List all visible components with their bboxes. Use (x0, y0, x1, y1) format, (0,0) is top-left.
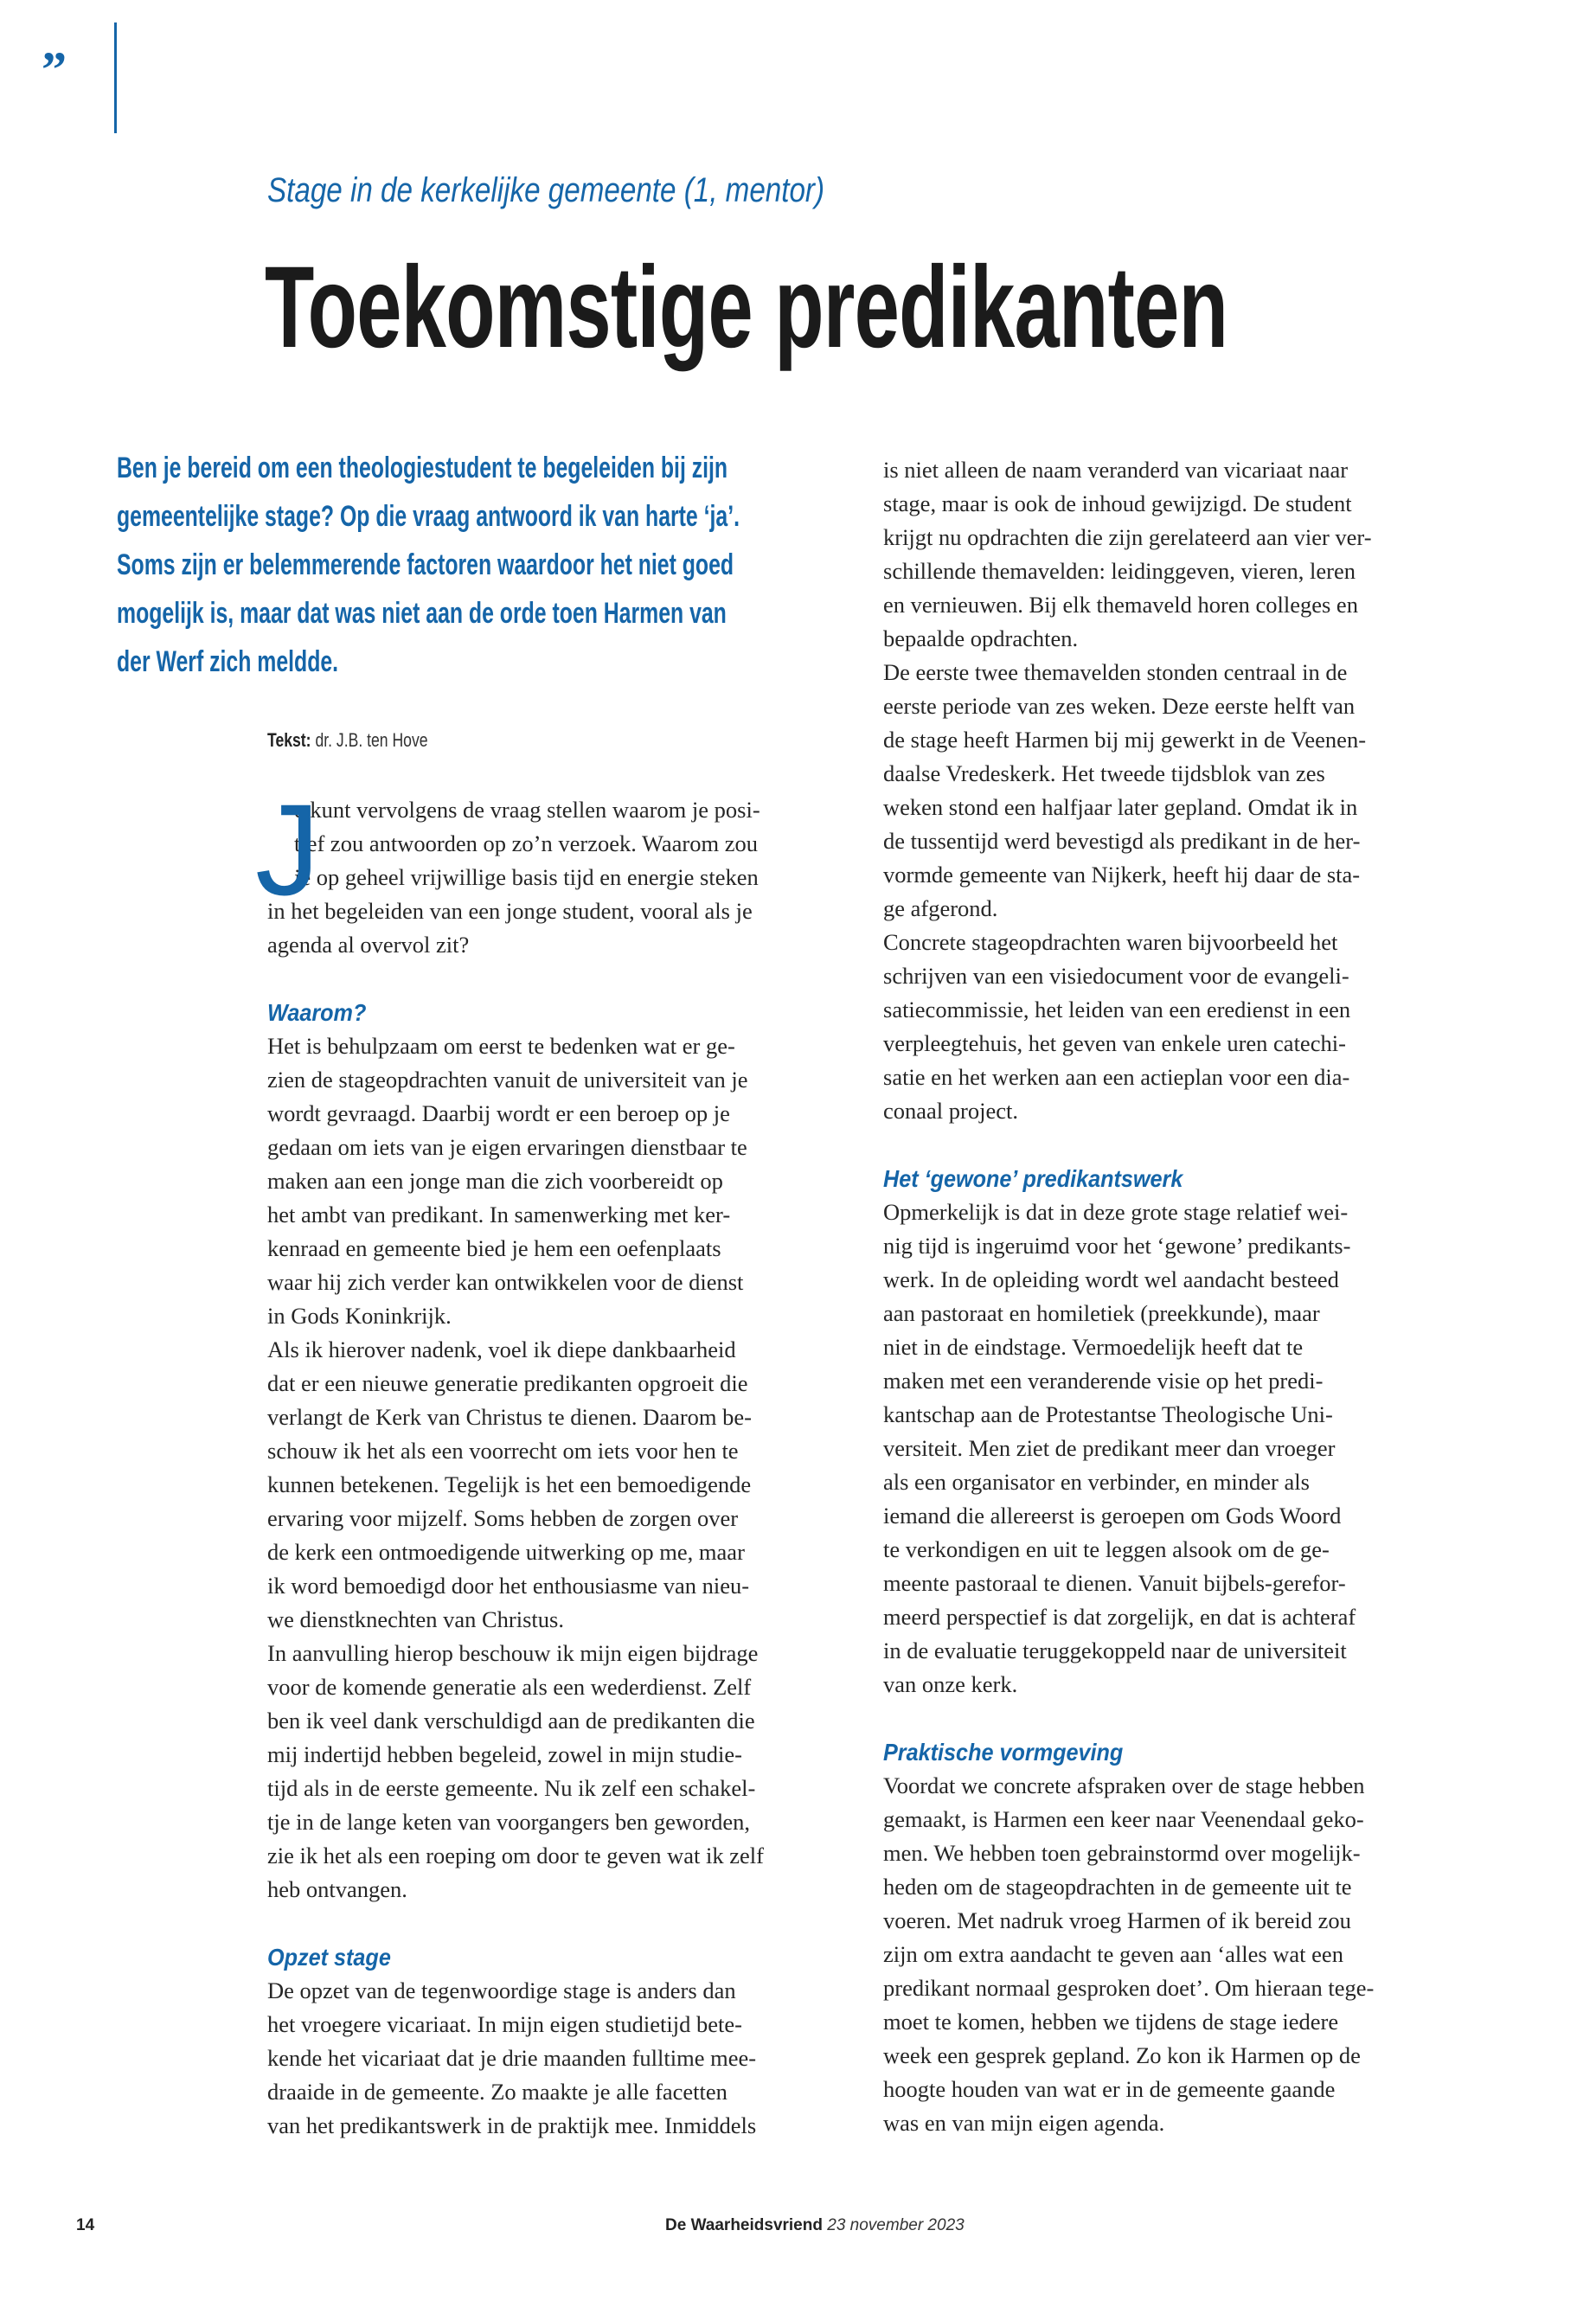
paragraph (267, 1333, 856, 1637)
text-line: Concrete stageopdrachten waren bijvoorbeeld het (883, 929, 1338, 955)
text-line: werk. In de opleiding wordt wel aandacht besteed (883, 1266, 1339, 1292)
article-title: Toekomstige predikanten (265, 243, 1228, 372)
text-line: kenraad en gemeente bied je hem een oefenplaats (267, 1235, 721, 1261)
text-line: aan pastoraat en homiletiek (preekkunde), maar (883, 1300, 1320, 1326)
section-heading: Praktische vormgeving (883, 1739, 1124, 1766)
text-line: in Gods Koninkrijk. (267, 1303, 452, 1329)
text-line: is niet alleen de naam veranderd van vicariaat naar (883, 457, 1349, 483)
article-kicker: Stage in de kerkelijke gemeente (1, mentor) (267, 171, 825, 209)
text-line: de tussentijd werd bevestigd als predikant in de her- (883, 828, 1361, 854)
text-line: Opmerkelijk is dat in deze grote stage relatief wei- (883, 1199, 1349, 1225)
text-line: week een gesprek gepland. Zo kon ik Harmen op de (883, 2042, 1361, 2068)
byline (267, 729, 428, 752)
text-line: heb ontvangen. (267, 1876, 407, 1902)
text-line: tje in de lange keten van voorgangers ben geworden, (267, 1809, 751, 1835)
text-line: conaal project. (883, 1098, 1018, 1124)
text-line: te verkondigen en uit te leggen alsook om de ge- (883, 1536, 1330, 1562)
text-line: de stage heeft Harmen bij mij gewerkt in de Veenen- (883, 727, 1367, 753)
text-line: Als ik hierover nadenk, voel ik diepe dankbaarheid (267, 1336, 736, 1362)
text-line: van het predikantswerk in de praktijk mee. Inmiddels (267, 2112, 757, 2138)
left-column (255, 777, 856, 2143)
text-line: maken met een veranderende visie op het predi- (883, 1368, 1324, 1394)
publication-date: 23 november 2023 (827, 2216, 965, 2234)
text-line: versiteit. Men ziet de predikant meer dan vroeger (883, 1435, 1336, 1461)
text-line: daalse Vredeskerk. Het tweede tijdsblok van zes (883, 760, 1325, 786)
text-line: ik word bemoedigd door het enthousiasme van nieu- (267, 1573, 750, 1599)
section-heading: Het ‘gewone’ predikantswerk (883, 1165, 1183, 1192)
intro-line: Ben je bereid om een theologiestudent te begeleiden bij zijn (117, 452, 728, 484)
text-line: tief zou antwoorden op zo’n verzoek. Waarom zou (294, 830, 759, 856)
text-line: draaide in de gemeente. Zo maakte je alle facetten (267, 2079, 727, 2105)
text-line: waar hij zich verder kan ontwikkelen voor de dienst (267, 1269, 744, 1295)
publication-name: De Waarheidsvriend (665, 2216, 823, 2234)
byline-label: Tekst: (267, 729, 311, 751)
text-line: en vernieuwen. Bij elk themaveld horen colleges en (883, 592, 1358, 618)
text-line: satie en het werken aan een actieplan voor een dia- (883, 1064, 1350, 1090)
text-line: zien de stageopdrachten vanuit de universiteit van je (267, 1067, 748, 1093)
text-line: verpleegtehuis, het geven van enkele uren catechi- (883, 1030, 1346, 1056)
intro-line: mogelijk is, maar dat was niet aan de orde toen Harmen van (117, 597, 727, 630)
text-line: van onze kerk. (883, 1671, 1018, 1697)
text-line: stage, maar is ook de inhoud gewijzigd. De student (883, 490, 1352, 516)
text-line: als een organisator en verbinder, en minder als (883, 1469, 1310, 1495)
text-line: zijn om extra aandacht te geven aan ‘alles wat een (883, 1941, 1343, 1967)
text-line: men. We hebben toen gebrainstormd over mogelijk- (883, 1840, 1361, 1866)
text-line: je op geheel vrijwillige basis tijd en energie steken (294, 864, 759, 890)
text-line: mij indertijd hebben begeleid, zowel in mijn studie- (267, 1741, 743, 1767)
text-line: voor de komende generatie als een wederdienst. Zelf (267, 1674, 752, 1700)
text-line: schrijven van een visiedocument voor de evangeli- (883, 963, 1349, 989)
text-line: eerste periode van zes weken. Deze eerste helft van (883, 693, 1356, 719)
text-line: ben ik veel dank verschuldigd aan de predikanten die (267, 1708, 755, 1734)
text-line: hoogte houden van wat er in de gemeente gaande (883, 2076, 1336, 2102)
text-line: niet in de eindstage. Vermoedelijk heeft dat te (883, 1334, 1304, 1360)
text-line: we dienstknechten van Christus. (267, 1606, 564, 1632)
text-line: schouw ik het als een voorrecht om iets voor hen te (267, 1438, 739, 1464)
text-line: Voordat we concrete afspraken over de stage hebben (883, 1772, 1365, 1798)
text-line: heden om de stageopdrachten in de gemeente uit te (883, 1874, 1352, 1900)
text-line: De opzet van de tegenwoordige stage is anders dan (267, 1977, 736, 2003)
text-line: verlangt de Kerk van Christus te dienen. Daarom be- (267, 1404, 752, 1430)
intro-line: der Werf zich meldde. (117, 645, 339, 678)
text-line: maken aan een jonge man die zich voorbereidt op (267, 1168, 723, 1194)
byline-author: dr. J.B. ten Hove (315, 729, 428, 751)
text-line: weken stond een halfjaar later gepland. Omdat ik in (883, 794, 1358, 820)
paragraph (883, 453, 1471, 656)
text-line: ervaring voor mijzelf. Soms hebben de zorgen over (267, 1505, 739, 1531)
paragraph (883, 656, 1471, 926)
text-line: iemand die allereerst is geroepen om Gods Woord (883, 1503, 1342, 1529)
section-divider (114, 22, 117, 133)
paragraph (267, 793, 856, 962)
footer-publication (665, 2216, 965, 2235)
text-line: moet te komen, hebben we tijdens de stage iedere (883, 2009, 1339, 2035)
text-line: vormde gemeente van Nijkerk, heeft hij daar de sta- (883, 862, 1361, 888)
paragraph (883, 1769, 1471, 2140)
text-line: meente pastoraal te dienen. Vanuit bijbels-gerefor- (883, 1570, 1346, 1596)
text-line: gedaan om iets van je eigen ervaringen dienstbaar te (267, 1134, 747, 1160)
text-line: de kerk een ontmoedigende uitwerking op me, maar (267, 1539, 745, 1565)
text-line: agenda al overvol zit? (267, 932, 470, 958)
paragraph (267, 1974, 856, 2143)
text-line: bepaalde opdrachten. (883, 625, 1079, 651)
text-line: wordt gevraagd. Daarbij wordt er een beroep op je (267, 1100, 730, 1126)
text-line: tijd als in de eerste gemeente. Nu ik zelf een schakel- (267, 1775, 756, 1801)
text-line: in het begeleiden van een jonge student, vooral als je (267, 898, 753, 924)
text-line: kunnen betekenen. Tegelijk is het een bemoedigende (267, 1471, 752, 1497)
text-line: kantschap aan de Protestantse Theologische Uni- (883, 1401, 1333, 1427)
text-line: krijgt nu opdrachten die zijn gerelateerd aan vier ver- (883, 524, 1372, 550)
text-line: ge afgerond. (883, 895, 998, 921)
text-line: dat er een nieuwe generatie predikanten opgroeit die (267, 1370, 748, 1396)
paragraph (267, 1637, 856, 1907)
paragraph (883, 926, 1471, 1128)
text-line: het vroegere vicariaat. In mijn eigen studietijd bete- (267, 2011, 742, 2037)
text-line: predikant normaal gesproken doet’. Om hieraan tege- (883, 1975, 1375, 2001)
quote-mark-icon: ” (42, 42, 67, 98)
page-number: 14 (76, 2216, 95, 2234)
intro-line: Soms zijn er belemmerende factoren waardoor het niet goed (117, 548, 734, 581)
drop-cap: J (255, 777, 320, 922)
text-line: meerd perspectief is dat zorgelijk, en dat is achteraf (883, 1604, 1356, 1630)
paragraph (267, 1029, 856, 1333)
paragraph (883, 1195, 1471, 1702)
text-line: De eerste twee themavelden stonden centraal in de (883, 659, 1348, 685)
text-line: gemaakt, is Harmen een keer naar Veenendaal geko- (883, 1806, 1364, 1832)
text-line: kende het vicariaat dat je drie maanden fulltime mee- (267, 2045, 757, 2071)
text-line: zie ik het als een roeping om door te geven wat ik zelf (267, 1843, 764, 1868)
right-column (883, 453, 1471, 2140)
text-line: in de evaluatie teruggekoppeld naar de universiteit (883, 1638, 1347, 1663)
text-line: e kunt vervolgens de vraag stellen waarom je posi- (294, 797, 760, 823)
text-line: satiecommissie, het leiden van een eredienst in een (883, 997, 1351, 1022)
section-heading: Waarom? (267, 999, 367, 1026)
text-line: schillende themavelden: leidinggeven, vieren, leren (883, 558, 1356, 584)
text-line: In aanvulling hierop beschouw ik mijn eigen bijdrage (267, 1640, 759, 1666)
article-intro (117, 444, 970, 686)
text-line: Het is behulpzaam om eerst te bedenken wat er ge- (267, 1033, 735, 1059)
intro-line: gemeentelijke stage? Op die vraag antwoord ik van harte ‘ja’. (117, 500, 740, 533)
text-line: was en van mijn eigen agenda. (883, 2110, 1165, 2136)
section-heading: Opzet stage (267, 1944, 391, 1971)
text-line: voeren. Met nadruk vroeg Harmen of ik bereid zou (883, 1907, 1351, 1933)
text-line: nig tijd is ingeruimd voor het ‘gewone’ predikants- (883, 1233, 1351, 1259)
text-line: het ambt van predikant. In samenwerking met ker- (267, 1202, 731, 1227)
